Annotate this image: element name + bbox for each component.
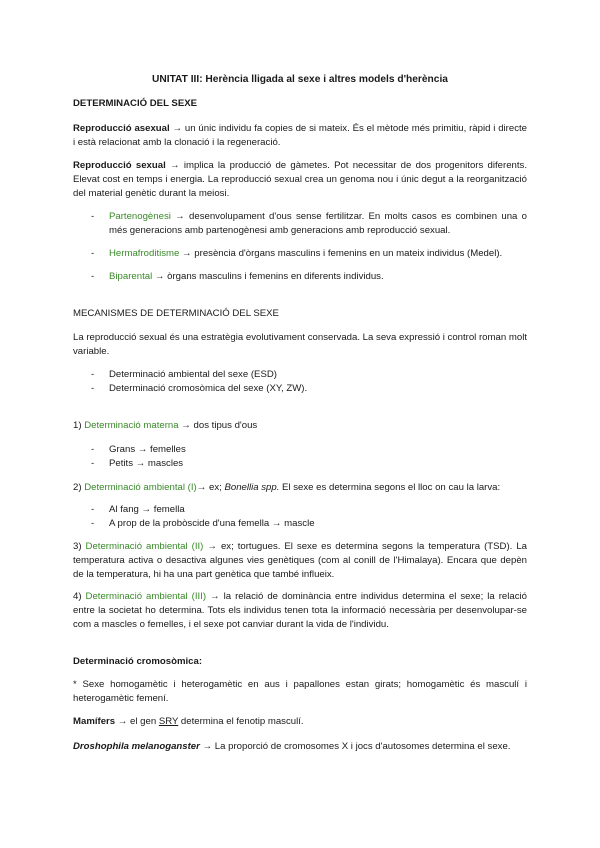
term-materna: Determinació materna [84,420,179,431]
section-heading-determinacio: DETERMINACIÓ DEL SEXE [73,98,198,109]
term-ambiental-2: Determinació ambiental (II) [85,541,204,552]
paragraph-text: un únic individu fa copies de si mateix. És el mètode més primitiu, ràpid i directe i està relacionat amb la clonació i la regeneració. [73,123,527,148]
item-text: → ex; [196,482,225,493]
item-number: 3) [73,541,86,552]
item-number: 1) [73,420,85,431]
term-ambiental-3: Determinació ambiental (III) [85,591,207,602]
gene-sry: SRY [158,716,179,727]
list-item-biparental [109,270,527,284]
term-mamifers: Mamífers [73,716,116,727]
list-item-cromosomica: Determinació cromosòmica del sexe (XY, ZW). [109,383,308,394]
page-title: UNITAT III: Herència lligada al sexe i altres models d'herència [152,74,448,85]
list-item-esd: Determinació ambiental del sexe (ESD) [109,369,277,380]
list-item-grans: Grans → femelles [109,444,186,455]
heading-materna [73,419,527,433]
species-name: Bonellia spp. [224,482,280,493]
paragraph-text: → La proporció de cromosomes X i jocs d'autosomes determina el sexe. [199,741,511,752]
paragraph-text: → el gen [115,716,159,727]
item-number: 4) [73,591,86,602]
term-biparental: Biparental [109,271,153,282]
paragraph-ambiental-2 [73,540,527,582]
list-item-text: → presència d'òrgans masculins i femenins en un mateix individus (Medel). [179,248,503,259]
list-item-text: → òrgans masculins i femenins en diferents individus. [152,271,384,282]
paragraph-ambiental-3 [73,590,527,632]
list-dash: - [91,518,95,529]
list-dash: - [91,504,95,515]
arrow: → [169,123,185,134]
paragraph-text: implica la producció de gàmetes. Pot necessitar de dos progenitors diferents. Elevat cost en temps i energia. La reproducció sexual crea un genoma nou i únic degut a la reorganització del material genètic durant la meiosi. [73,160,527,199]
term-ambiental-1: Determinació ambiental (I) [84,482,197,493]
list-item-hermafroditisme [109,247,527,261]
term-hermafroditisme: Hermafroditisme [109,248,180,259]
paragraph-text: → la relació de dominància entre individus determina el sexe; la relació entre la societat ho determina. Tots els individus tenen tota la informació necessària per desenvolupar-se com a mascles o femelles, i el sexe pot canviar durant la vida de l'individu. [73,591,527,630]
section-heading-mecanismes: MECANISMES DE DETERMINACIÓ DEL SEXE [73,308,279,319]
paragraph-sexual [73,159,527,201]
paragraph-text: determina el fenotip masculí. [178,716,304,727]
list-dash: - [91,444,95,455]
list-item-fang: Al fang → femella [109,504,185,515]
term-partenogenesi: Partenogènesi [109,211,171,222]
term-asexual: Reproducció asexual [73,123,170,134]
list-item-partenogenesi [109,210,527,238]
list-dash: - [91,248,95,259]
list-dash: - [91,211,95,222]
paragraph-mecanismes: La reproducció sexual és una estratègia evolutivament conservada. La seva expressió i control roman molt variable. [73,332,527,357]
item-text: El sexe es determina segons el lloc on cau la larva: [279,482,501,493]
paragraph-text: → ex; tortugues. El sexe es determina segons la temperatura (TSD). La temperatura activa o desactiva algunes vies genètiques (com al conill de l'Himalaya). Encara que depèn de la temperatura, hi ha una part genètica que també influeix. [73,541,527,580]
list-dash: - [91,383,95,394]
paragraph-drosophila [73,740,527,754]
item-number: 2) [73,482,85,493]
list-item-text: → desenvolupament d'ous sense fertilitzar. En molts casos es combinen una o més generacions amb partenogènesi amb generacions amb reproducció sexual. [109,211,527,236]
item-text: → dos tipus d'ous [178,420,258,431]
list-item-proboscide: A prop de la probòscide d'una femella → mascle [109,518,315,529]
list-dash: - [91,369,95,380]
list-item-petits: Petits → mascles [109,458,184,469]
paragraph-sexe-homogametic: * Sexe homogamètic i heterogamètic en aus i papallones estan girats; homogamètic és masculí i heterogamètic femení. [73,679,527,704]
paragraph-mamifers [73,715,527,729]
term-drosophila: Droshophila melanoganster [73,741,200,752]
list-dash: - [91,458,95,469]
heading-ambiental-1 [73,481,527,495]
term-sexual: Reproducció sexual [73,160,166,171]
arrow: → [165,160,184,171]
paragraph-asexual [73,122,527,150]
list-dash: - [91,271,95,282]
section-heading-cromosomica: Determinació cromosòmica: [73,656,203,667]
